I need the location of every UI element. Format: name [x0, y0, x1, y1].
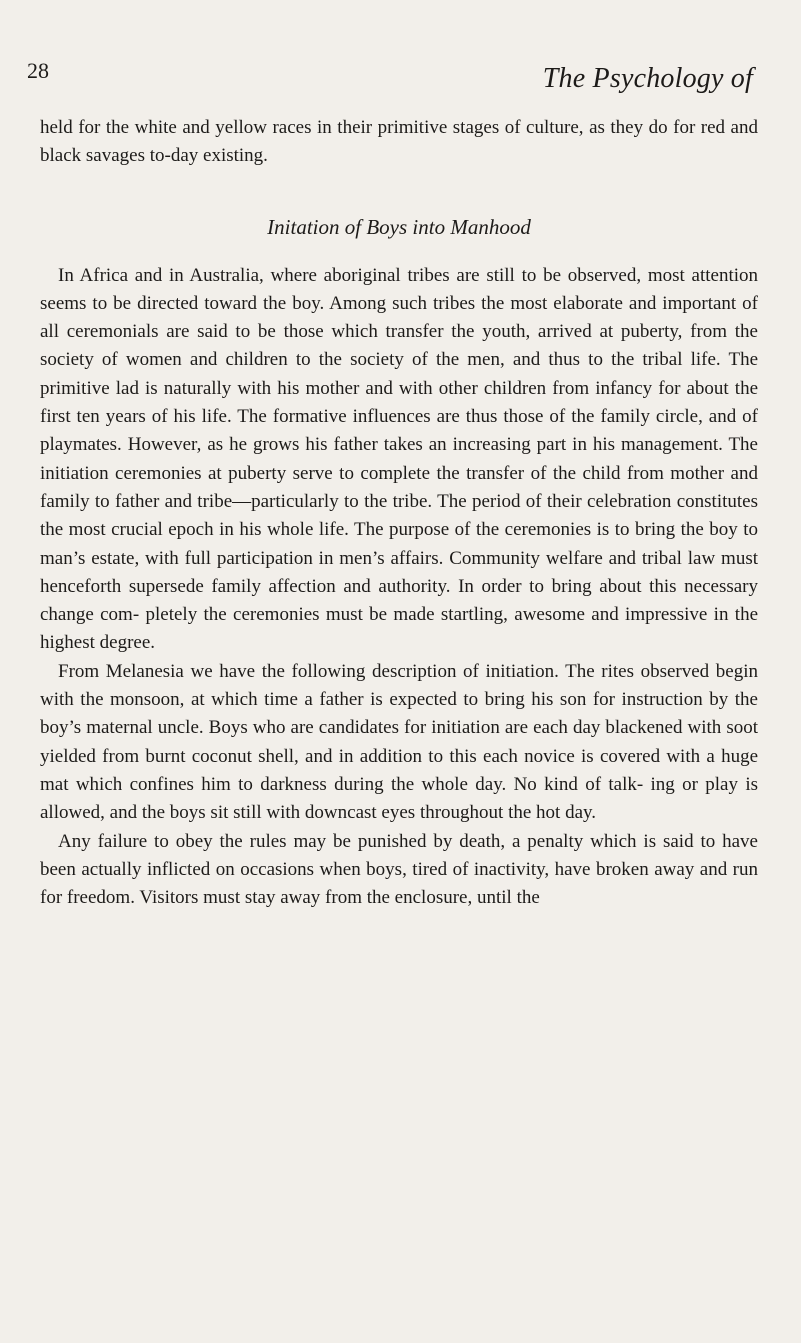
- paragraph-continued: held for the white and yellow races in their primitive stages of culture, as they do for red and black savages to-day existing.: [40, 117, 758, 167]
- section-heading: Initation of Boys into Manhood: [267, 214, 531, 239]
- paragraph: From Melanesia we have the following description of initiation. The rites observed begin with the monsoon, at which time a father is expected to bring his son for instruction by the boy’s maternal uncle. Boys who are candidates for initiation are each day blackened with soot yielded from burnt coconut shell, and in addition to this each novice is covered with a huge mat which confines him to darkness during the whole day. No kind of talk- ing or play is allowed, and the boys sit still with downcast eyes throughout the hot day.: [40, 660, 758, 824]
- running-head: The Psychology of: [542, 63, 753, 94]
- paragraph: In Africa and in Australia, where aboriginal tribes are still to be observed, most attention seems to be directed toward the boy. Among such tribes the most elaborate and important of all ceremonials are said to be those which transfer the youth, arrived at puberty, from the society of women and children to the society of the men, and thus to the tribal life. The primitive lad is naturally with his mother and with other children from infancy for about the first ten years of his life. The formative influences are thus those of the family circle, and of playmates. However, as he grows his father takes an increasing part in his management. The initiation ceremonies at puberty serve to complete the transfer of the child from mother and family to father and tribe—particularly to the tribe. The period of their celebration constitutes the most crucial epoch in his whole life. The purpose of the ceremonies is to bring the boy to man’s estate, with full participation in men’s affairs. Community welfare and tribal law must henceforth supersede family affection and authority. In order to bring about this necessary change com- pletely the ceremonies must be made startling, awesome and impressive in the highest degree.: [40, 264, 758, 654]
- paragraph: Any failure to obey the rules may be punished by death, a penalty which is said to have been actually inflicted on occasions when boys, tired of inactivity, have broken away and run for freedom. Visitors must stay away from the enclosure, until the: [40, 830, 758, 909]
- page-number: 28: [27, 58, 49, 83]
- body-text: [40, 114, 758, 912]
